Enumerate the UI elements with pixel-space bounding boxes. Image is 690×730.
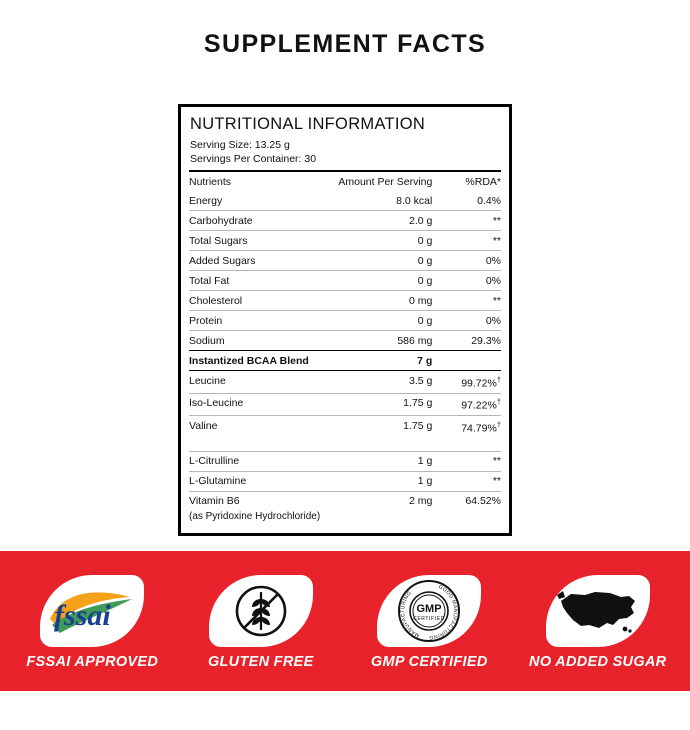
row-label: Total Sugars — [189, 231, 333, 251]
table-row — [189, 271, 501, 291]
row-amount: 8.0 kcal — [396, 194, 433, 207]
row-amount: 0 g — [333, 271, 433, 291]
table-row — [189, 471, 501, 491]
usa-map-shape-icon — [555, 585, 641, 637]
row-amount: 0 mg — [333, 291, 433, 311]
certification-banner — [0, 551, 690, 691]
row-rda: ** — [432, 211, 501, 231]
servings-per-container: Servings Per Container: 30 — [190, 152, 317, 165]
row-label: Total Fat — [189, 271, 333, 291]
row-label: Carbohydrate — [189, 211, 333, 231]
panel-heading: NUTRITIONAL INFORMATION — [190, 115, 426, 133]
serving-size: Serving Size: 13.25 g — [190, 139, 290, 151]
row-amount: 2 mg — [333, 491, 433, 511]
row-rda: ** — [432, 451, 501, 471]
gluten-free-icon — [182, 572, 340, 650]
row-label: Vitamin B6 — [189, 491, 333, 511]
row-rda: 0% — [432, 271, 501, 291]
table-row — [189, 311, 501, 331]
blend-label: Instantized BCAA Blend — [189, 351, 333, 371]
table-row — [189, 231, 501, 251]
blend-row — [189, 351, 501, 371]
row-rda: ** — [432, 291, 501, 311]
badge-label: GMP CERTIFIED — [370, 654, 488, 670]
row-rda: 99.72%† — [461, 374, 501, 389]
table-row — [189, 331, 501, 351]
badge-gluten-free — [182, 572, 340, 670]
row-amount: 1.75 g — [333, 416, 433, 438]
svg-text:fssai: fssai — [54, 599, 111, 632]
usa-map-icon — [519, 572, 677, 650]
svg-text:GOOD MANUFACTURING: GOOD MANUFACTURING — [428, 584, 459, 641]
row-rda: 64.52% — [432, 491, 501, 511]
table-header-row — [189, 172, 501, 191]
row-label: Added Sugars — [189, 251, 333, 271]
row-label: Iso-Leucine — [189, 393, 333, 416]
badge-label: GLUTEN FREE — [207, 654, 314, 670]
blend-amount: 7 g — [333, 351, 433, 371]
row-rda: 0.4% — [477, 194, 501, 207]
badge-fssai — [13, 572, 171, 670]
table-spacer — [189, 438, 501, 452]
fssai-logo-icon — [13, 572, 171, 650]
row-label: Sodium — [189, 331, 333, 351]
table-row — [189, 211, 501, 231]
badge-label: FSSAI APPROVED — [26, 654, 159, 670]
wheat-crossed-icon — [229, 579, 293, 643]
row-amount: 0 g — [333, 231, 433, 251]
table-row-note — [189, 511, 501, 526]
fssai-mark-icon — [42, 581, 142, 641]
table-row — [189, 416, 501, 438]
table-row — [189, 371, 501, 394]
gmp-certified-icon — [350, 572, 508, 650]
svg-text:CERTIFIED: CERTIFIED — [413, 616, 446, 622]
table-row — [189, 291, 501, 311]
row-amount: 3.5 g — [408, 374, 433, 387]
gmp-seal-icon — [394, 576, 464, 646]
row-amount: 1.75 g — [333, 393, 433, 416]
row-label: Valine — [189, 416, 333, 438]
badge-gmp — [350, 572, 508, 670]
row-rda: 74.79%† — [432, 416, 501, 438]
badge-label: NO ADDED SUGAR — [529, 654, 667, 670]
row-rda: 0% — [432, 311, 501, 331]
table-row — [189, 393, 501, 416]
nutrition-table — [189, 172, 501, 525]
table-row — [189, 451, 501, 471]
row-rda: 97.22%† — [432, 393, 501, 416]
row-label: L-Citrulline — [189, 451, 333, 471]
row-label: Energy — [189, 194, 223, 207]
svg-text:GMP: GMP — [416, 603, 442, 615]
row-rda: ** — [432, 231, 501, 251]
row-amount: 1 g — [333, 451, 433, 471]
row-amount: 0 g — [333, 251, 433, 271]
nutrition-panel — [178, 104, 512, 536]
row-label: Protein — [189, 311, 333, 331]
svg-text:MANUFACTURING: MANUFACTURING — [400, 590, 421, 638]
row-rda: ** — [432, 471, 501, 491]
row-label: Leucine — [189, 374, 226, 387]
blend-rda — [432, 351, 501, 371]
row-label: Cholesterol — [189, 291, 333, 311]
column-header-nutrients: Nutrients — [189, 175, 232, 188]
page-title: SUPPLEMENT FACTS — [203, 30, 487, 58]
vitamin-note: (as Pyridoxine Hydrochloride) — [189, 510, 321, 522]
row-amount: 586 mg — [333, 331, 433, 351]
badge-no-added-sugar — [519, 572, 677, 670]
row-rda: 0% — [432, 251, 501, 271]
table-row — [189, 191, 501, 211]
row-amount: 0 g — [333, 311, 433, 331]
row-label: L-Glutamine — [189, 471, 333, 491]
column-header-rda: %RDA* — [465, 175, 501, 188]
table-row — [189, 491, 501, 511]
column-header-amount: Amount Per Serving — [338, 175, 433, 188]
row-amount: 1 g — [333, 471, 433, 491]
table-row — [189, 251, 501, 271]
row-amount: 2.0 g — [333, 211, 433, 231]
row-rda: 29.3% — [432, 331, 501, 351]
